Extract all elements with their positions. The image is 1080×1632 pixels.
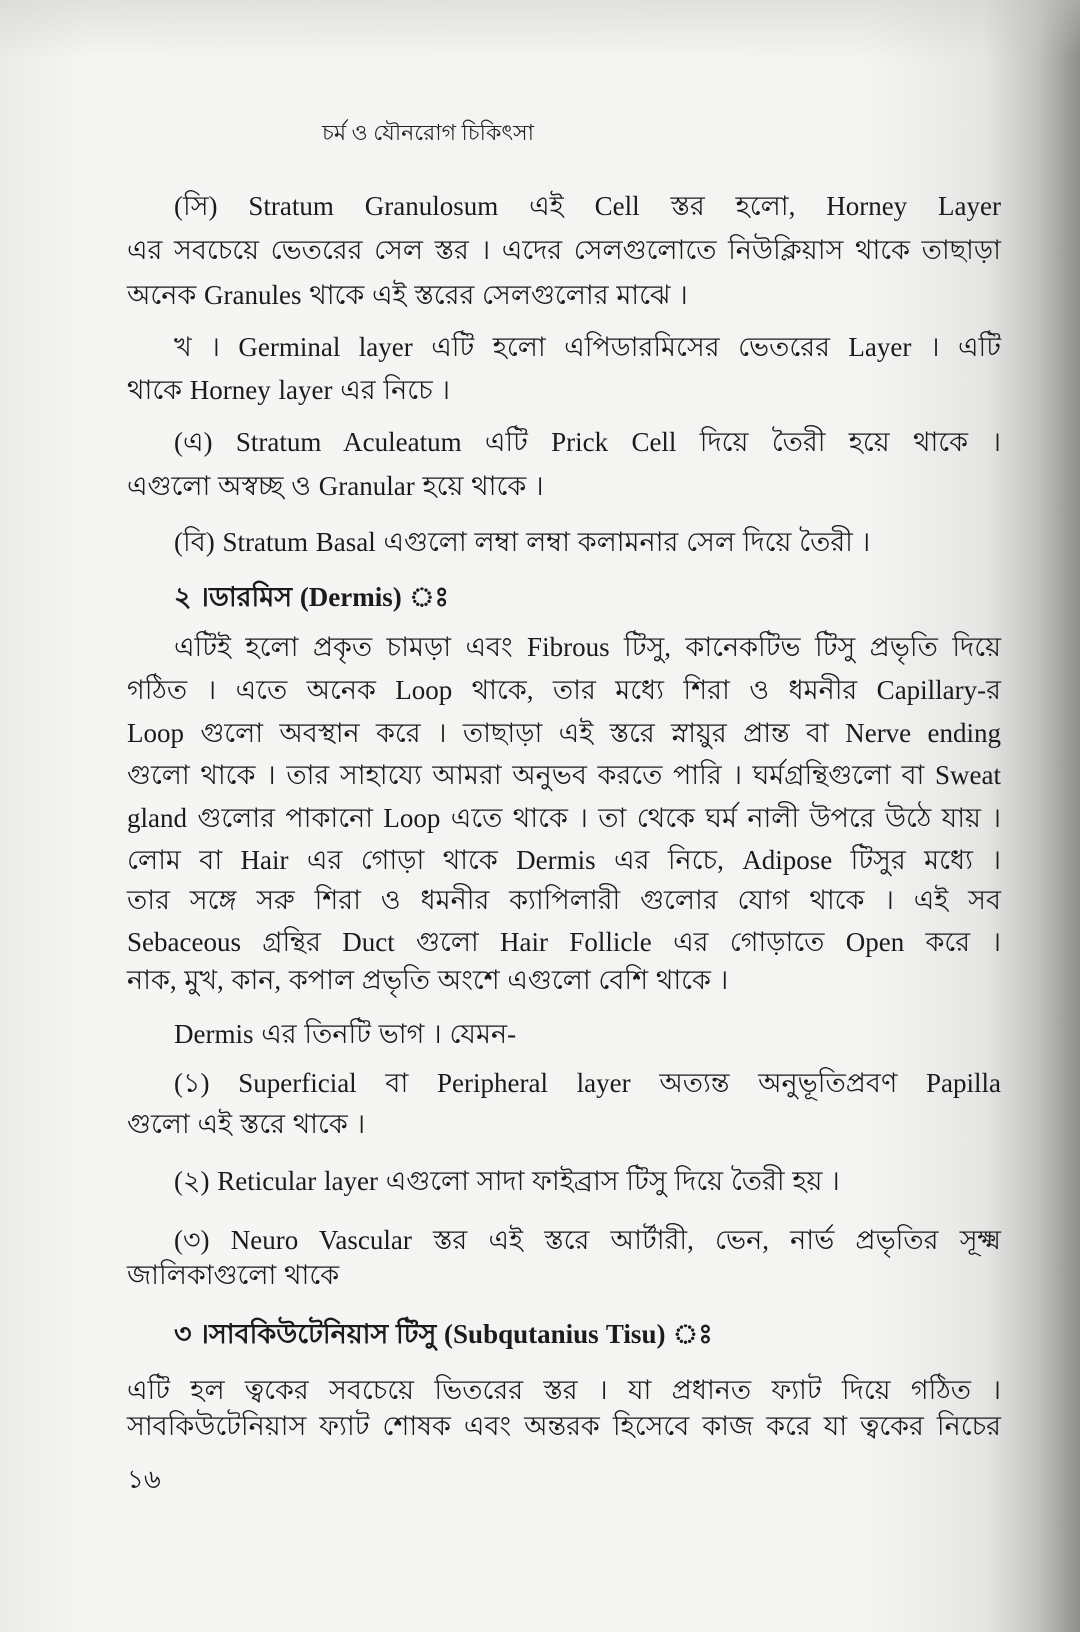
reticular-layer-line-1: (২) Reticular layer এগুলো সাদা ফাইব্রাস টিসু দিয়ে তৈরী হয় । [174,1166,840,1196]
subcutaneous-line-1: এটি হল ত্বকের সবচেয়ে ভিতরের স্তর । যা প্রধানত ফ্যাট দিয়ে গঠিত । [127,1375,1001,1405]
granulosum-line-3: অনেক Granules থাকে এই স্তরের সেলগুলোর মাঝে । [127,280,688,310]
subcutaneous-heading: ৩ ।সাবকিউটেনিয়াস টিসু (Subqutanius Tisu) ঃ [174,1319,714,1349]
page-number: ১৬ [127,1465,161,1494]
aculeatum-line-1: (এ) Stratum Aculeatum এটি Prick Cell দিয়ে তৈরী হয়ে থাকে । [174,427,1001,457]
dermis-line-6: লোম বা Hair এর গোড়া থাকে Dermis এর নিচে, Adipose টিসুর মধ্যে । [127,845,1001,875]
basal-line-1: (বি) Stratum Basal এগুলো লম্বা লম্বা কলামনার সেল দিয়ে তৈরী । [174,527,871,557]
neuro-vascular-line-1: (৩) Neuro Vascular স্তর এই স্তরে আর্টারী, ভেন, নার্ভ প্রভৃতির সূক্ষ্ম [174,1225,1001,1255]
granulosum-line-1: (সি) Stratum Granulosum এই Cell স্তর হলো, Horney Layer [174,191,1001,221]
running-head: চর্ম ও যৌনরোগ চিকিৎসা [321,120,535,145]
superficial-layer-line-1: (১) Superficial বা Peripheral layer অত্যন্ত অনুভূতিপ্রবণ Papilla [174,1068,1001,1098]
aculeatum-line-2: এগুলো অস্বচ্ছ ও Granular হয়ে থাকে । [127,471,544,501]
dermis-line-2: গঠিত । এতে অনেক Loop থাকে, তার মধ্যে শিরা ও ধমনীর Capillary-র [127,675,1001,705]
dermis-heading: ২ ।ডারমিস (Dermis) ঃ [174,582,450,612]
dermis-line-4: গুলো থাকে । তার সাহায্যে আমরা অনুভব করতে পারি । ঘর্মগ্রন্থিগুলো বা Sweat [127,760,1001,790]
subcutaneous-line-2: সাবকিউটেনিয়াস ফ্যাট শোষক এবং অন্তরক হিসেবে কাজ করে যা ত্বকের নিচের [127,1411,1001,1441]
dermis-line-1: এটিই হলো প্রকৃত চামড়া এবং Fibrous টিসু, কানেকটিভ টিসু প্রভৃতি দিয়ে [174,632,1001,662]
granulosum-line-2: এর সবচেয়ে ভেতরের সেল স্তর । এদের সেলগুলোতে নিউক্লিয়াস থাকে তাছাড়া [127,235,1001,265]
germinal-line-1: খ । Germinal layer এটি হলো এপিডারমিসের ভেতরের Layer । এটি [174,332,1001,362]
dermis-divisions-intro: Dermis এর তিনটি ভাগ । যেমন- [174,1019,517,1049]
dermis-line-5: gland গুলোর পাকানো Loop এতে থাকে । তা থেকে ঘর্ম নালী উপরে উঠে যায় । [127,803,1001,833]
dermis-line-8: Sebaceous গ্রন্থির Duct গুলো Hair Follicle এর গোড়াতে Open করে । [127,927,1001,957]
dermis-line-9: নাক, মুখ, কান, কপাল প্রভৃতি অংশে এগুলো বেশি থাকে । [127,965,729,995]
neuro-vascular-line-2: জালিকাগুলো থাকে [127,1260,340,1290]
dermis-line-3: Loop গুলো অবস্থান করে । তাছাড়া এই স্তরে স্নায়ুর প্রান্ত বা Nerve ending [127,718,1001,748]
dermis-line-7: তার সঙ্গে সরু শিরা ও ধমনীর ক্যাপিলারী গুলোর যোগ থাকে । এই সব [127,885,1001,915]
scan-shadow [0,0,1080,60]
superficial-layer-line-2: গুলো এই স্তরে থাকে । [127,1109,366,1139]
germinal-line-2: থাকে Horney layer এর নিচে । [127,375,451,405]
